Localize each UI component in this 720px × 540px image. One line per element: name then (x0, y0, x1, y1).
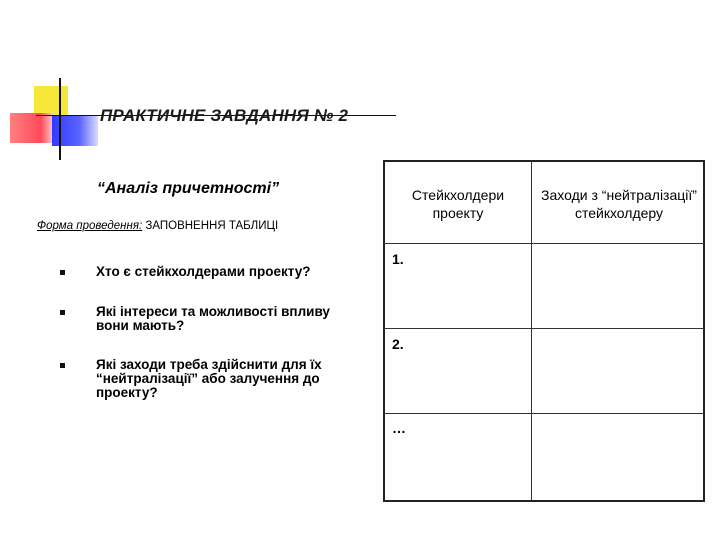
table-row-label: 1. (392, 251, 404, 267)
form-value: ЗАПОВНЕННЯ ТАБЛИЦІ (142, 220, 279, 232)
table-header-measures: Заходи з “нейтралізації” стейкхолдеру (541, 187, 697, 221)
form-line (37, 220, 278, 232)
slide-title: ПРАКТИЧНЕ ЗАВДАННЯ № 2 (100, 106, 349, 125)
bullet-item-1: Хто є стейкхолдерами проекту? (96, 264, 311, 279)
table-header-stakeholders: Стейкхолдери проекту (411, 187, 505, 221)
form-label: Форма проведення: (37, 220, 143, 232)
bullet-marker (60, 270, 65, 275)
logo-vertical-line (59, 78, 61, 160)
slide-subtitle: “Аналіз причетності” (97, 180, 280, 197)
bullet-marker (60, 363, 65, 368)
table-row-divider (384, 243, 704, 244)
table-row-label: 2. (392, 336, 404, 352)
bullet-item-3: Які заходи треба здійснити для їх “нейтралізації” або залучення до проекту? (96, 357, 322, 400)
table-row-divider (384, 328, 704, 329)
table-row-divider (384, 413, 704, 414)
table-row-label: … (392, 420, 406, 436)
logo-red-block (10, 113, 54, 143)
bullet-item-2: Які інтереси та можливості впливу вони мають? (96, 304, 330, 333)
bullet-marker (60, 310, 65, 315)
table-column-divider (531, 161, 532, 501)
